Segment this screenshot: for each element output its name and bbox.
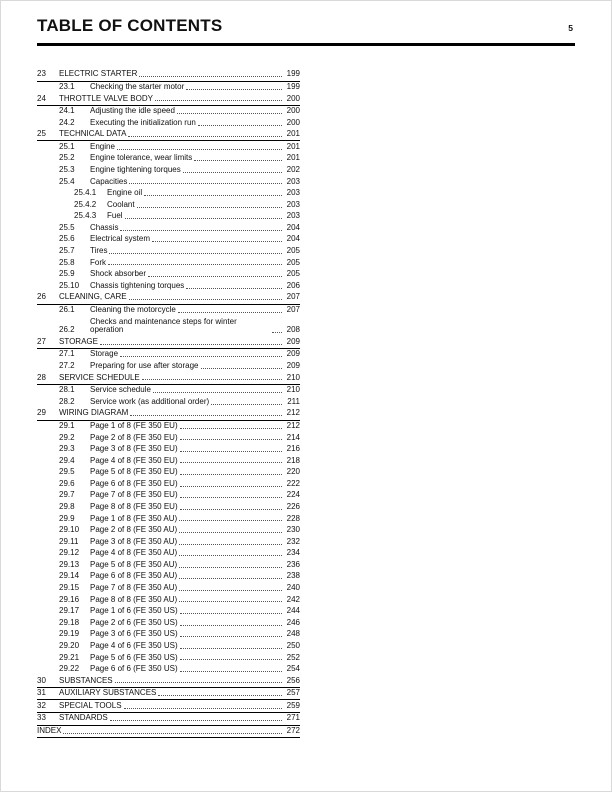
dotted-leader bbox=[180, 613, 282, 614]
entry-title: Adjusting the idle speed bbox=[90, 106, 175, 116]
toc-entry[interactable] bbox=[37, 421, 300, 433]
entry-number: 29.17 bbox=[59, 606, 80, 616]
toc-entry[interactable] bbox=[37, 106, 300, 118]
entry-number: 23.1 bbox=[59, 81, 75, 91]
toc-entry[interactable] bbox=[37, 246, 300, 258]
entry-number: 25.4.3 bbox=[74, 211, 97, 221]
entry-number: 25.10 bbox=[59, 280, 80, 290]
entry-title: Page 2 of 8 (FE 350 EU) bbox=[90, 432, 178, 442]
toc-entry[interactable] bbox=[37, 502, 300, 514]
entry-page-number: 224 bbox=[286, 490, 300, 500]
entry-title: ELECTRIC STARTER bbox=[59, 69, 138, 79]
dotted-leader bbox=[153, 392, 282, 393]
entry-page-number: 234 bbox=[286, 548, 300, 558]
toc-entry[interactable] bbox=[37, 234, 300, 246]
entry-title: SERVICE SCHEDULE bbox=[59, 372, 140, 382]
entry-number: 29.12 bbox=[59, 548, 80, 558]
entry-title: Service schedule bbox=[90, 385, 151, 395]
toc-entry[interactable] bbox=[37, 257, 300, 269]
entry-title: Page 3 of 8 (FE 350 AU) bbox=[90, 536, 178, 546]
toc-entry[interactable] bbox=[37, 525, 300, 537]
entry-title: Page 4 of 8 (FE 350 AU) bbox=[90, 548, 178, 558]
page-title: TABLE OF CONTENTS bbox=[37, 16, 223, 35]
entry-page-number: 210 bbox=[286, 372, 300, 382]
entry-number: 29.5 bbox=[59, 467, 75, 477]
entry-page-number: 257 bbox=[286, 688, 300, 698]
toc-entry[interactable] bbox=[37, 617, 300, 629]
entry-page-number: 240 bbox=[286, 583, 300, 593]
toc-entry[interactable] bbox=[37, 82, 300, 94]
toc-entry[interactable] bbox=[37, 188, 300, 200]
toc-entry[interactable] bbox=[37, 408, 300, 421]
entry-page-number: 209 bbox=[286, 361, 300, 371]
dotted-leader bbox=[158, 695, 282, 696]
dotted-leader bbox=[179, 567, 282, 568]
entry-number: 28.1 bbox=[59, 385, 75, 395]
toc-entry[interactable] bbox=[37, 69, 300, 82]
dotted-leader bbox=[180, 509, 282, 510]
entry-page-number: 272 bbox=[286, 725, 300, 735]
toc-entry[interactable] bbox=[37, 153, 300, 165]
toc-entry[interactable] bbox=[37, 548, 300, 560]
dotted-leader bbox=[180, 648, 282, 649]
toc-entry[interactable] bbox=[37, 490, 300, 502]
entry-page-number: 202 bbox=[286, 165, 300, 175]
entry-title: THROTTLE VALVE BODY bbox=[59, 93, 153, 103]
dotted-leader bbox=[180, 671, 282, 672]
entry-title: Checking the starter motor bbox=[90, 81, 185, 91]
entry-title: Chassis bbox=[90, 222, 119, 232]
entry-page-number: 203 bbox=[286, 176, 300, 186]
dotted-leader bbox=[272, 332, 282, 333]
entry-page-number: 271 bbox=[286, 713, 300, 723]
entry-number: 31 bbox=[37, 688, 46, 698]
entry-number: 29.7 bbox=[59, 490, 75, 500]
dotted-leader bbox=[129, 299, 282, 300]
dotted-leader bbox=[180, 659, 282, 660]
entry-title: Page 8 of 8 (FE 350 EU) bbox=[90, 502, 178, 511]
entry-page-number: 199 bbox=[286, 81, 300, 91]
dotted-leader bbox=[211, 404, 282, 405]
entry-number: 29.9 bbox=[59, 513, 75, 523]
entry-title: Preparing for use after storage bbox=[90, 361, 199, 371]
entry-title: SPECIAL TOOLS bbox=[59, 700, 122, 710]
dotted-leader bbox=[120, 230, 282, 231]
entry-title: Executing the initialization run bbox=[90, 117, 196, 127]
entry-page-number: 201 bbox=[286, 153, 300, 163]
toc-entry[interactable] bbox=[37, 396, 300, 408]
entry-number: 25 bbox=[37, 129, 46, 139]
entry-page-number: 207 bbox=[286, 304, 300, 314]
dotted-leader bbox=[186, 288, 282, 289]
entry-number: 29.15 bbox=[59, 583, 80, 593]
entry-number: 29.14 bbox=[59, 571, 80, 581]
dotted-leader bbox=[179, 590, 282, 591]
entry-title: AUXILIARY SUBSTANCES bbox=[59, 688, 157, 698]
toc-entry[interactable] bbox=[37, 629, 300, 641]
entry-title: TECHNICAL DATA bbox=[59, 129, 127, 139]
entry-page-number: 259 bbox=[286, 700, 300, 710]
dotted-leader bbox=[128, 136, 282, 137]
dotted-leader bbox=[148, 276, 282, 277]
entry-number: 25.2 bbox=[59, 153, 75, 163]
entry-page-number: 254 bbox=[286, 664, 300, 674]
entry-page-number: 222 bbox=[286, 478, 300, 488]
toc-entry[interactable] bbox=[37, 606, 300, 618]
dotted-leader bbox=[63, 733, 282, 734]
entry-page-number: 242 bbox=[286, 594, 300, 604]
entry-page-number: 200 bbox=[286, 106, 300, 116]
entry-number: 24 bbox=[37, 93, 46, 103]
entry-page-number: 211 bbox=[287, 396, 300, 406]
entry-page-number: 205 bbox=[286, 246, 300, 256]
dotted-leader bbox=[139, 76, 282, 77]
dotted-leader bbox=[179, 555, 282, 556]
dotted-leader bbox=[180, 428, 282, 429]
entry-number: 25.8 bbox=[59, 257, 75, 267]
toc-entry[interactable] bbox=[37, 117, 300, 129]
entry-number: 25.6 bbox=[59, 234, 75, 244]
entry-page-number: 236 bbox=[286, 559, 300, 569]
entry-title: Page 1 of 8 (FE 350 EU) bbox=[90, 420, 178, 430]
entry-number: 25.4.2 bbox=[74, 199, 97, 209]
entry-title: Page 6 of 8 (FE 350 EU) bbox=[90, 478, 178, 488]
entry-title: Page 8 of 8 (FE 350 AU) bbox=[90, 594, 178, 604]
entry-number: 29.13 bbox=[59, 559, 80, 569]
dotted-leader bbox=[137, 207, 282, 208]
entry-page-number: 212 bbox=[286, 420, 300, 430]
dotted-leader bbox=[120, 356, 282, 357]
entry-title: Page 6 of 8 (FE 350 AU) bbox=[90, 571, 178, 581]
entry-page-number: 246 bbox=[286, 617, 300, 627]
entry-title: Page 2 of 8 (FE 350 AU) bbox=[90, 525, 178, 535]
toc-entry[interactable] bbox=[37, 316, 300, 336]
entry-page-number: 208 bbox=[286, 325, 300, 335]
entry-number: 29.18 bbox=[59, 617, 80, 627]
entry-page-number: 244 bbox=[286, 606, 300, 616]
dotted-leader bbox=[109, 253, 282, 254]
entry-title: Coolant bbox=[107, 199, 135, 209]
entry-title: Page 5 of 8 (FE 350 AU) bbox=[90, 559, 178, 569]
entry-number: 29.22 bbox=[59, 664, 80, 674]
entry-page-number: 201 bbox=[286, 129, 300, 139]
entry-page-number: 206 bbox=[286, 280, 300, 290]
dotted-leader bbox=[124, 708, 282, 709]
entry-page-number: 214 bbox=[286, 432, 300, 442]
toc-entry[interactable] bbox=[37, 223, 300, 235]
dotted-leader bbox=[179, 520, 282, 521]
entry-number: 25.4.1 bbox=[74, 188, 97, 198]
toc-entry[interactable] bbox=[37, 444, 300, 456]
entry-number: 29.19 bbox=[59, 629, 80, 639]
toc-entry[interactable] bbox=[37, 141, 300, 153]
entry-page-number: 210 bbox=[286, 385, 300, 395]
toc-entry[interactable] bbox=[37, 280, 300, 292]
entry-page-number: 256 bbox=[286, 675, 300, 685]
entry-title: Engine tolerance, wear limits bbox=[90, 153, 193, 163]
entry-title: Fuel bbox=[107, 211, 123, 221]
toc-entry[interactable] bbox=[37, 688, 300, 701]
entry-title: Page 5 of 6 (FE 350 US) bbox=[90, 652, 178, 662]
dotted-leader bbox=[179, 544, 282, 545]
entry-title: Page 3 of 8 (FE 350 EU) bbox=[90, 444, 178, 454]
entry-title: Fork bbox=[90, 257, 106, 267]
entry-title: Page 5 of 8 (FE 350 EU) bbox=[90, 467, 178, 477]
entry-number: 29.21 bbox=[59, 652, 80, 662]
toc-entry[interactable] bbox=[37, 93, 300, 106]
entry-title: INDEX bbox=[37, 725, 62, 735]
toc-entry[interactable] bbox=[37, 700, 300, 713]
dotted-leader bbox=[180, 462, 282, 463]
dotted-leader bbox=[130, 415, 282, 416]
dotted-leader bbox=[180, 439, 282, 440]
entry-title: Storage bbox=[90, 349, 119, 359]
toc-entry[interactable] bbox=[37, 176, 300, 188]
entry-number: 29.16 bbox=[59, 594, 80, 604]
entry-number: 26.1 bbox=[59, 304, 75, 314]
toc-entry[interactable] bbox=[37, 560, 300, 572]
entry-title: Engine oil bbox=[107, 188, 143, 198]
dotted-leader bbox=[110, 720, 282, 721]
entry-page-number: 216 bbox=[286, 444, 300, 454]
toc-entry[interactable] bbox=[37, 269, 300, 281]
entry-page-number: 204 bbox=[286, 234, 300, 244]
entry-number: 29.8 bbox=[59, 502, 75, 511]
entry-title: Engine tightening torques bbox=[90, 165, 181, 175]
entry-page-number: 218 bbox=[286, 455, 300, 465]
entry-number: 29.11 bbox=[59, 536, 79, 546]
entry-page-number: 220 bbox=[286, 467, 300, 477]
entry-page-number: 201 bbox=[286, 141, 300, 151]
entry-number: 29.6 bbox=[59, 478, 75, 488]
entry-number: 24.1 bbox=[59, 106, 75, 116]
toc-entry[interactable] bbox=[37, 165, 300, 177]
dotted-leader bbox=[142, 379, 282, 380]
entry-page-number: 203 bbox=[286, 199, 300, 209]
toc-entry[interactable] bbox=[37, 641, 300, 653]
dotted-leader bbox=[177, 113, 282, 114]
dotted-leader bbox=[115, 682, 282, 683]
entry-number: 25.5 bbox=[59, 222, 75, 232]
entry-number: 25.1 bbox=[59, 141, 75, 151]
dotted-leader bbox=[129, 183, 282, 184]
entry-title: Engine bbox=[90, 141, 115, 151]
dotted-leader bbox=[125, 218, 282, 219]
entry-number: 33 bbox=[37, 713, 46, 723]
entry-number: 29 bbox=[37, 408, 46, 418]
entry-page-number: 205 bbox=[286, 257, 300, 267]
toc-entry[interactable] bbox=[37, 305, 300, 317]
entry-number: 25.3 bbox=[59, 165, 75, 175]
dotted-leader bbox=[180, 497, 282, 498]
entry-number: 29.20 bbox=[59, 640, 80, 650]
toc-entry[interactable] bbox=[37, 455, 300, 467]
dotted-leader bbox=[117, 149, 282, 150]
entry-page-number: 230 bbox=[286, 525, 300, 535]
dotted-leader bbox=[152, 241, 282, 242]
entry-title: Page 1 of 8 (FE 350 AU) bbox=[90, 513, 178, 523]
toc-entry[interactable] bbox=[37, 467, 300, 479]
toc-entry[interactable] bbox=[37, 652, 300, 664]
entry-number: 24.2 bbox=[59, 117, 75, 127]
dotted-leader bbox=[201, 368, 282, 369]
entry-page-number: 199 bbox=[286, 69, 300, 79]
toc-entry[interactable] bbox=[37, 536, 300, 548]
dotted-leader bbox=[180, 474, 282, 475]
toc-entry[interactable] bbox=[37, 583, 300, 595]
entry-number: 29.2 bbox=[59, 432, 75, 442]
entry-number: 32 bbox=[37, 700, 46, 710]
entry-title: Capacities bbox=[90, 176, 128, 186]
entry-page-number: 200 bbox=[286, 93, 300, 103]
entry-number: 29.3 bbox=[59, 444, 75, 454]
dotted-leader bbox=[108, 264, 282, 265]
entry-title: Page 6 of 6 (FE 350 US) bbox=[90, 664, 178, 674]
entry-page-number: 205 bbox=[286, 269, 300, 279]
entry-page-number: 203 bbox=[286, 211, 300, 221]
entry-page-number: 226 bbox=[286, 502, 300, 511]
entry-number: 27.1 bbox=[59, 349, 75, 359]
dotted-leader bbox=[144, 195, 282, 196]
entry-title: Shock absorber bbox=[90, 269, 147, 279]
header-rule bbox=[37, 43, 575, 46]
entry-title: STORAGE bbox=[59, 336, 98, 346]
dotted-leader bbox=[179, 532, 282, 533]
entry-title: CLEANING, CARE bbox=[59, 292, 127, 302]
entry-title: Page 1 of 6 (FE 350 US) bbox=[90, 606, 178, 616]
toc-entry[interactable] bbox=[37, 513, 300, 525]
dotted-leader bbox=[179, 601, 282, 602]
entry-title: Page 2 of 6 (FE 350 US) bbox=[90, 617, 178, 627]
toc-entry[interactable] bbox=[37, 726, 300, 739]
entry-title: WIRING DIAGRAM bbox=[59, 408, 129, 418]
entry-page-number: 200 bbox=[286, 117, 300, 127]
entry-number: 29.4 bbox=[59, 455, 75, 465]
entry-page-number: 203 bbox=[286, 188, 300, 198]
entry-number: 26.2 bbox=[59, 325, 75, 335]
entry-page-number: 212 bbox=[286, 408, 300, 418]
entry-number: 25.9 bbox=[59, 269, 75, 279]
toc-list bbox=[37, 69, 300, 738]
entry-title: Page 4 of 8 (FE 350 EU) bbox=[90, 455, 178, 465]
toc-entry[interactable] bbox=[37, 664, 300, 676]
toc-entry[interactable] bbox=[37, 337, 300, 350]
dotted-leader bbox=[183, 172, 282, 173]
entry-page-number: 238 bbox=[286, 571, 300, 581]
toc-entry[interactable] bbox=[37, 199, 300, 211]
folio-page-number: 5 bbox=[568, 23, 573, 33]
dotted-leader bbox=[179, 578, 282, 579]
toc-entry[interactable] bbox=[37, 594, 300, 606]
dotted-leader bbox=[100, 344, 282, 345]
toc-entry[interactable] bbox=[37, 571, 300, 583]
entry-title: Chassis tightening torques bbox=[90, 280, 185, 290]
dotted-leader bbox=[194, 160, 282, 161]
entry-number: 30 bbox=[37, 675, 46, 685]
entry-title: Page 4 of 6 (FE 350 US) bbox=[90, 640, 178, 650]
entry-title: SUBSTANCES bbox=[59, 675, 113, 685]
entry-title: STANDARDS bbox=[59, 713, 108, 723]
toc-entry[interactable] bbox=[37, 211, 300, 223]
entry-page-number: 204 bbox=[286, 222, 300, 232]
entry-number: 29.10 bbox=[59, 525, 80, 535]
dotted-leader bbox=[155, 100, 282, 101]
dotted-leader bbox=[180, 451, 282, 452]
dotted-leader bbox=[180, 625, 282, 626]
toc-entry[interactable] bbox=[37, 675, 300, 688]
entry-title: Cleaning the motorcycle bbox=[90, 304, 176, 314]
entry-number: 29.1 bbox=[59, 420, 75, 430]
toc-entry[interactable] bbox=[37, 478, 300, 490]
toc-entry[interactable] bbox=[37, 349, 300, 361]
entry-title: Page 7 of 8 (FE 350 EU) bbox=[90, 490, 178, 500]
dotted-leader bbox=[198, 125, 282, 126]
entry-number: 28.2 bbox=[59, 396, 75, 406]
toc-entry[interactable] bbox=[37, 129, 300, 142]
entry-page-number: 232 bbox=[286, 536, 300, 546]
entry-number: 25.7 bbox=[59, 246, 75, 256]
toc-entry[interactable] bbox=[37, 372, 300, 385]
entry-page-number: 209 bbox=[286, 349, 300, 359]
entry-title: Electrical system bbox=[90, 234, 151, 244]
entry-number: 25.4 bbox=[59, 176, 75, 186]
entry-number: 26 bbox=[37, 292, 46, 302]
dotted-leader bbox=[180, 486, 282, 487]
entry-title: Service work (as additional order) bbox=[90, 396, 210, 406]
entry-number: 27.2 bbox=[59, 361, 75, 371]
dotted-leader bbox=[180, 636, 282, 637]
entry-page-number: 250 bbox=[286, 640, 300, 650]
entry-number: 27 bbox=[37, 336, 46, 346]
dotted-leader bbox=[178, 312, 282, 313]
page-header bbox=[37, 16, 575, 36]
toc-entry[interactable] bbox=[37, 432, 300, 444]
dotted-leader bbox=[186, 89, 282, 90]
entry-title: Checks and maintenance steps for winter operation bbox=[90, 316, 237, 335]
entry-number: 23 bbox=[37, 69, 46, 79]
entry-page-number: 228 bbox=[286, 513, 300, 523]
entry-number: 28 bbox=[37, 372, 46, 382]
entry-title: Tires bbox=[90, 246, 108, 256]
entry-title: Page 3 of 6 (FE 350 US) bbox=[90, 629, 178, 639]
toc-entry[interactable] bbox=[37, 292, 300, 305]
toc-entry[interactable] bbox=[37, 385, 300, 397]
entry-title: Page 7 of 8 (FE 350 AU) bbox=[90, 583, 178, 593]
entry-page-number: 252 bbox=[286, 652, 300, 662]
toc-entry[interactable] bbox=[37, 713, 300, 726]
toc-entry[interactable] bbox=[37, 361, 300, 373]
entry-page-number: 209 bbox=[286, 336, 300, 346]
entry-page-number: 248 bbox=[286, 629, 300, 639]
entry-page-number: 207 bbox=[286, 292, 300, 302]
